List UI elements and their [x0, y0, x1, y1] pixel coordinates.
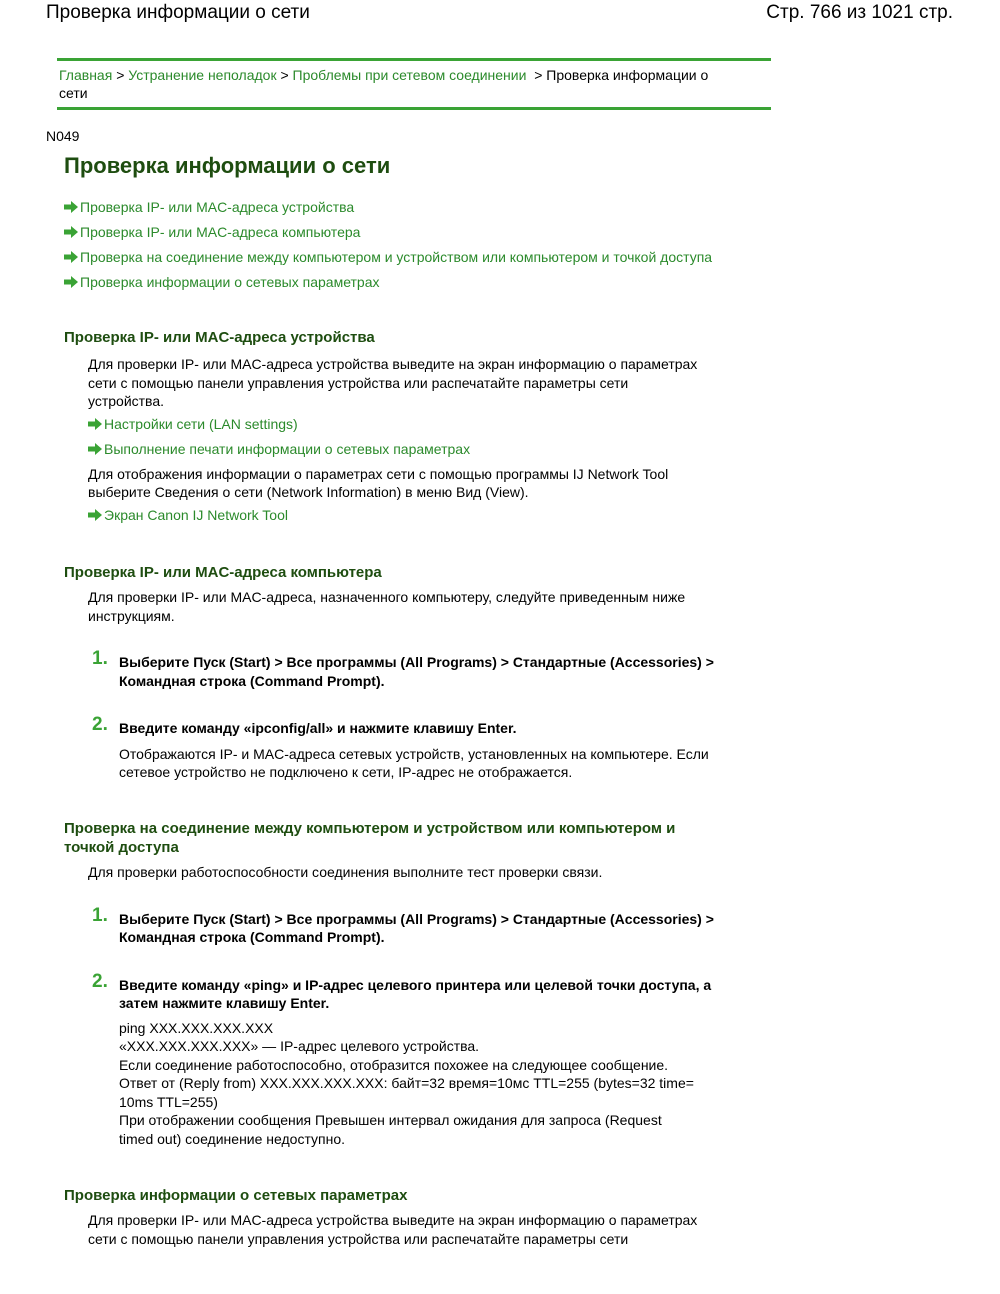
section-heading: Проверка информации о сетевых параметрах — [64, 1187, 408, 1204]
paragraph-line: Для проверки работоспособности соединения выполните тест проверки связи. — [88, 864, 603, 880]
paragraph-line: сети с помощью панели управления устройства или распечатайте параметры сети — [88, 1230, 629, 1247]
section-computer-address — [64, 563, 764, 782]
toc-link-device-address[interactable] — [64, 198, 784, 223]
breadcrumb — [57, 58, 771, 110]
toc-link-label[interactable]: Проверка IP- или MAC-адреса компьютера — [80, 224, 361, 240]
breadcrumb-separator: > — [116, 67, 125, 83]
section-heading: Проверка IP- или MAC-адреса устройства — [64, 329, 375, 346]
link-label[interactable]: Настройки сети (LAN settings) — [104, 415, 298, 432]
step-number: 1. — [92, 904, 108, 926]
section-device-address — [64, 328, 764, 531]
arrow-right-icon — [64, 248, 80, 266]
section-heading-line: Проверка на соединение между компьютером и устройством или компьютером и — [64, 820, 676, 837]
step-1 — [64, 904, 764, 947]
arrow-right-icon — [64, 223, 80, 241]
breadcrumb-separator: > — [534, 67, 543, 83]
paragraph-line: Для проверки IP- или MAC-адреса устройства выведите на экран информацию о параметрах — [88, 356, 698, 372]
arrow-right-icon — [64, 273, 80, 291]
step-title-line: затем нажмите клавишу Enter. — [119, 995, 330, 1011]
document-id: N049 — [46, 128, 80, 144]
arrow-right-icon — [64, 198, 80, 216]
toc-link-computer-address[interactable] — [64, 223, 784, 248]
step-1 — [64, 648, 764, 690]
step-text-line: Ответ от (Reply from) XXX.XXX.XXX.XXX: байт=32 время=10мс TTL=255 (bytes=32 time= — [119, 1075, 694, 1091]
section-heading-line: точкой доступа — [64, 839, 179, 856]
step-title-line: Выберите Пуск (Start) > Все программы (All Programs) > Стандартные (Accessories) > — [119, 910, 714, 927]
toc-link-label[interactable]: Проверка на соединение между компьютером и устройством или компьютером и точкой доступа — [80, 249, 713, 265]
paragraph-line: Для отображения информации о параметрах сети с помощью программы IJ Network Tool — [88, 465, 669, 482]
step-text-line: 10ms TTL=255) — [119, 1093, 218, 1110]
paragraph-line: устройства. — [88, 393, 165, 409]
step-number: 2. — [92, 714, 108, 735]
step-text-line: При отображении сообщения Превышен интервал ожидания для запроса (Request — [119, 1112, 662, 1128]
breadcrumb-separator: > — [280, 67, 289, 83]
step-title-line: Выберите Пуск (Start) > Все программы (All Programs) > Стандартные (Accessories) > — [119, 654, 714, 670]
page-title: Проверка информации о сети — [64, 153, 391, 178]
step-number: 1. — [92, 648, 108, 669]
step-title-line: Введите команду «ping» и IP-адрес целевого принтера или целевой точки доступа, а — [119, 976, 712, 993]
breadcrumb-current: Проверка информации о — [546, 67, 709, 83]
toc-link-label[interactable]: Проверка IP- или MAC-адреса устройства — [80, 199, 355, 215]
section-heading — [64, 819, 764, 857]
step-2 — [64, 970, 764, 1149]
arrow-right-icon — [88, 440, 104, 458]
section-network-params — [64, 1186, 764, 1248]
toc-link-connection-check[interactable] — [64, 248, 784, 273]
step-text-line: Если соединение работоспособно, отобразится похожее на следующее сообщение. — [119, 1056, 669, 1073]
link-label[interactable]: Экран Canon IJ Network Tool — [104, 506, 288, 523]
arrow-right-icon — [88, 506, 104, 524]
toc-link-label[interactable]: Проверка информации о сетевых параметрах — [80, 274, 380, 290]
table-of-contents — [64, 198, 784, 298]
paragraph-line: Для проверки IP- или MAC-адреса устройства выведите на экран информацию о параметрах — [88, 1212, 698, 1228]
paragraph-line: выберите Сведения о сети (Network Information) в меню Вид (View). — [88, 484, 529, 500]
step-text-line: ping XXX.XXX.XXX.XXX — [119, 1019, 274, 1036]
breadcrumb-home[interactable]: Главная — [59, 67, 113, 83]
paragraph-line: инструкциям. — [88, 607, 175, 624]
section-connection-check — [64, 819, 764, 1148]
link-ij-network-tool[interactable] — [88, 506, 764, 531]
page-counter: Стр. 766 из 1021 стр. — [766, 2, 953, 23]
step-title-line: Командная строка (Command Prompt). — [119, 929, 385, 945]
breadcrumb-troubleshooting[interactable]: Устранение неполадок — [128, 67, 277, 83]
step-title: Введите команду «ipconfig/all» и нажмите клавишу Enter. — [119, 720, 517, 736]
link-print-network-info[interactable] — [88, 440, 764, 465]
step-text-line: Отображаются IP- и MAC-адреса сетевых устройств, установленных на компьютере. Если — [119, 745, 709, 762]
breadcrumb-network-problems[interactable]: Проблемы при сетевом соединении — [292, 67, 527, 83]
page-header-title: Проверка информации о сети — [46, 2, 310, 23]
toc-link-network-params[interactable] — [64, 273, 784, 298]
link-lan-settings[interactable] — [88, 415, 764, 440]
section-heading: Проверка IP- или MAC-адреса компьютера — [64, 564, 382, 581]
step-2 — [64, 714, 764, 782]
step-text-line: timed out) соединение недоступно. — [119, 1130, 346, 1147]
paragraph-line: сети с помощью панели управления устройства или распечатайте параметры сети — [88, 374, 629, 391]
step-number: 2. — [92, 970, 108, 992]
step-text-line: «XXX.XXX.XXX.XXX» — IP-адрес целевого устройства. — [119, 1038, 480, 1054]
breadcrumb-current-cont: сети — [59, 85, 88, 101]
step-title-line: Командная строка (Command Prompt). — [119, 672, 385, 689]
step-text-line: сетевое устройство не подключено к сети, IP-адрес не отображается. — [119, 764, 573, 780]
link-label[interactable]: Выполнение печати информации о сетевых параметрах — [104, 440, 471, 457]
paragraph-line: Для проверки IP- или MAC-адреса, назначенного компьютеру, следуйте приведенным ниже — [88, 589, 686, 605]
arrow-right-icon — [88, 415, 104, 433]
